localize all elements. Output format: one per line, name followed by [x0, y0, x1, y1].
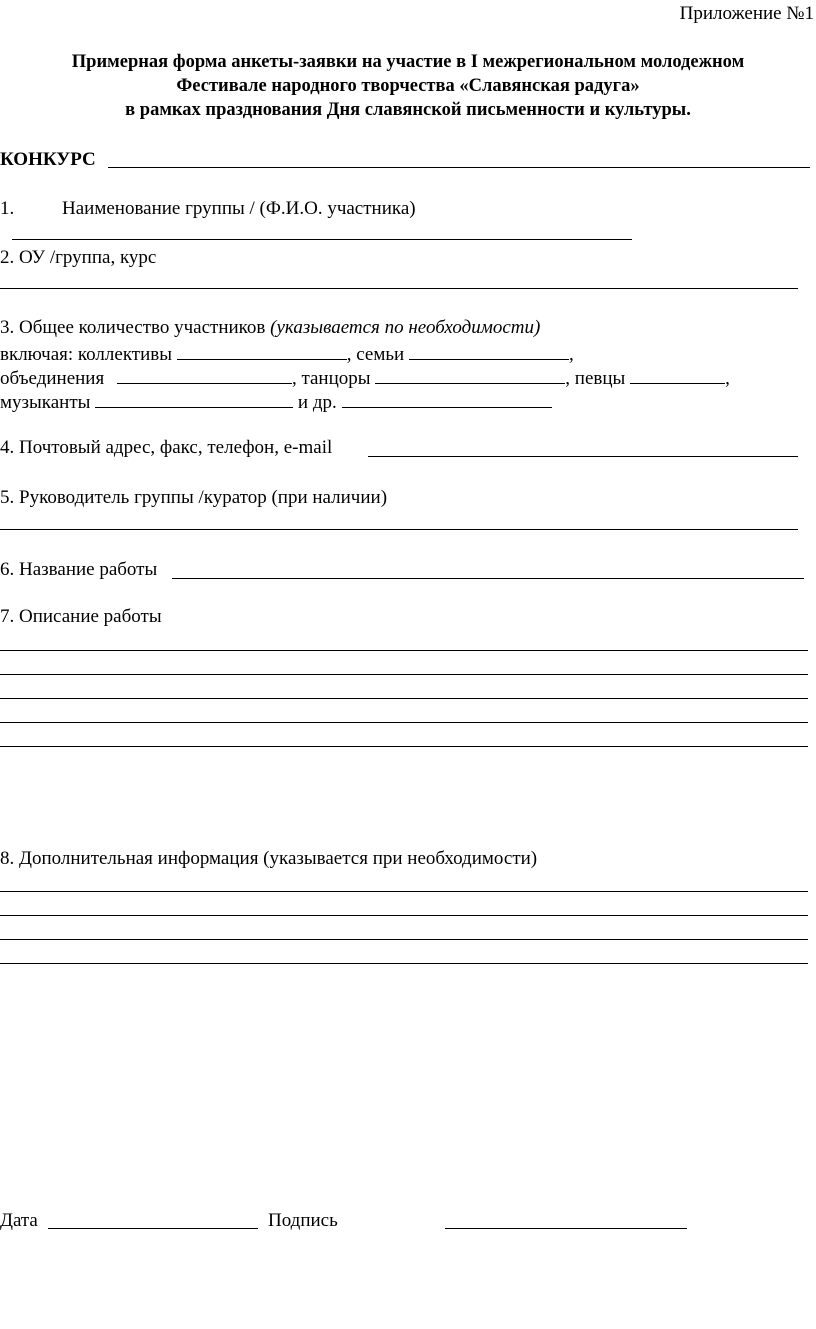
families-label: , семьи: [346, 344, 405, 365]
signature-label: Подпись: [268, 1210, 338, 1231]
item-2-label: 2. ОУ /группа, курс: [0, 247, 157, 268]
date-field[interactable]: [48, 1228, 258, 1229]
item-1-number: 1.: [0, 198, 15, 219]
item-7-label: 7. Описание работы: [0, 606, 162, 627]
item-6-label: 6. Название работы: [0, 559, 158, 580]
signature-field[interactable]: [445, 1228, 687, 1229]
item-1-label: Наименование группы / (Ф.И.О. участника): [62, 198, 416, 219]
contest-label: КОНКУРС: [0, 149, 96, 170]
item-5-label: 5. Руководитель группы /куратор (при наличии): [0, 487, 388, 508]
collectives-field[interactable]: [177, 343, 347, 360]
collectives-label: включая: коллективы: [0, 344, 173, 365]
comma: ,: [568, 344, 574, 365]
form-title-line-3: в рамках празднования Дня славянской письменности и культуры.: [125, 100, 691, 120]
dancers-field[interactable]: [375, 367, 565, 384]
work-title-field[interactable]: [172, 578, 804, 579]
description-line-5[interactable]: [0, 746, 808, 747]
families-field[interactable]: [409, 343, 569, 360]
associations-label: объединения: [0, 368, 105, 389]
supervisor-field[interactable]: [0, 529, 798, 530]
group-name-field[interactable]: [12, 239, 632, 240]
item-8-label: 8. Дополнительная информация (указывается при необходимости): [0, 848, 538, 869]
date-label: Дата: [0, 1210, 38, 1231]
appendix-label: Приложение №1: [679, 3, 814, 24]
description-line-2[interactable]: [0, 674, 808, 675]
singers-label: , певцы: [565, 368, 626, 389]
etc-label: и др.: [297, 392, 337, 413]
dancers-label: , танцоры: [291, 368, 371, 389]
associations-field[interactable]: [117, 367, 292, 384]
item-3-label: [0, 318, 540, 337]
description-line-4[interactable]: [0, 722, 808, 723]
additional-line-2[interactable]: [0, 915, 808, 916]
form-title-line-2: Фестивале народного творчества «Славянская радуга»: [176, 76, 640, 96]
musicians-label: музыканты: [0, 392, 91, 413]
additional-line-1[interactable]: [0, 891, 808, 892]
form-title-line-1: Примерная форма анкеты-заявки на участие в I межрегиональном молодежном: [71, 52, 745, 72]
description-line-3[interactable]: [0, 698, 808, 699]
item-3-note: (указывается по необходимости): [270, 317, 541, 338]
contest-field[interactable]: [108, 167, 810, 168]
item-3-row-1: [0, 343, 574, 364]
additional-line-3[interactable]: [0, 939, 808, 940]
additional-line-4[interactable]: [0, 963, 808, 964]
item-4-label: 4. Почтовый адрес, факс, телефон, e-mail: [0, 437, 333, 458]
singers-field[interactable]: [630, 367, 725, 384]
musicians-field[interactable]: [95, 391, 293, 408]
etc-field[interactable]: [342, 391, 552, 408]
item-3-label-text: 3. Общее количество участников: [0, 317, 266, 338]
item-3-row-3: [0, 391, 552, 412]
description-line-1[interactable]: [0, 650, 808, 651]
item-3-row-2: [0, 367, 730, 388]
comma-2: ,: [725, 368, 730, 389]
contacts-field[interactable]: [368, 456, 798, 457]
institution-field[interactable]: [0, 288, 798, 289]
